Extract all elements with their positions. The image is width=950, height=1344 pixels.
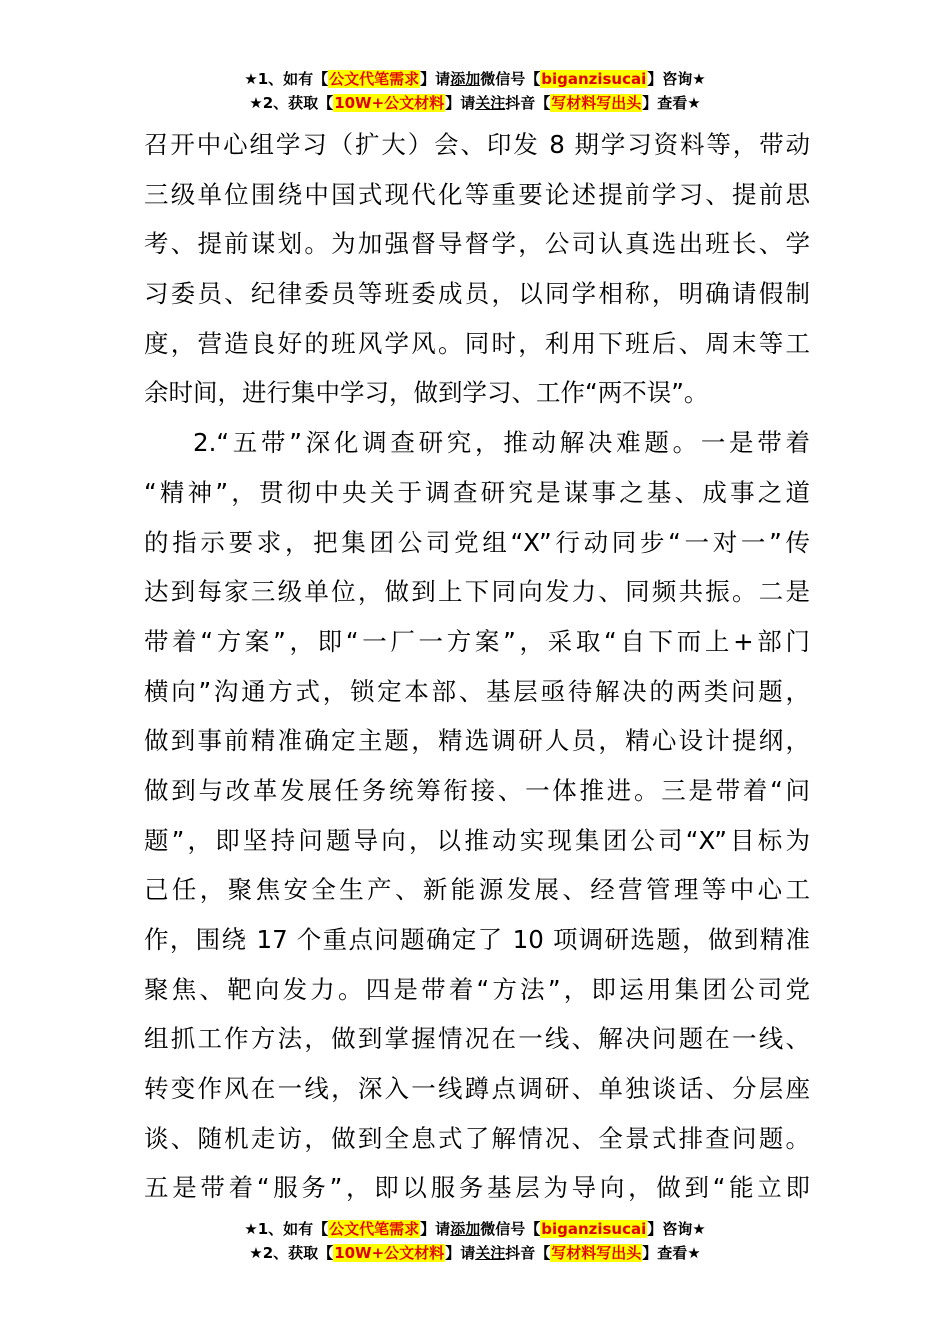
body-line: 作，围绕 17 个重点问题确定了 10 项调研选题，做到精准 [144,925,810,954]
banner-line-1 [0,68,950,92]
body-line: 考、提前谋划。为加强督导督学，公司认真选出班长、学 [144,229,810,259]
banner-text: 抖音【 [505,1244,551,1262]
banner-highlight: biganzisucai [541,1220,647,1238]
banner-highlight: 写材料写出头 [551,94,642,112]
banner-emphasis: 添加 [450,70,481,88]
banner-text: 】咨询★ [647,1220,706,1238]
banner-emphasis: 关注 [475,94,506,112]
banner-text: ★1、如有【 [244,1220,329,1238]
body-line: 召开中心组学习（扩大）会、印发 8 期学习资料等，带动 [144,130,810,159]
footer-banner [0,1218,950,1266]
banner-text: 】请 [420,1220,451,1238]
banner-emphasis: 关注 [475,1244,506,1262]
banner-highlight: 写材料写出头 [551,1244,642,1262]
body-line: 度，营造良好的班风学风。同时，利用下班后、周末等工 [144,328,810,358]
body-line: 题”，即坚持问题导向，以推动实现集团公司“X”目标为 [144,825,810,855]
banner-emphasis: 添加 [450,1220,481,1238]
banner-text: ★1、如有【 [244,70,329,88]
banner-text: ★2、获取【 [249,1244,334,1262]
banner-text: 】请 [445,1244,476,1262]
body-line: 达到每家三级单位，做到上下同向发力、同频共振。二是 [144,577,810,607]
banner-text: 】请 [445,94,476,112]
body-line: 三级单位围绕中国式现代化等重要论述提前学习、提前思 [144,179,810,209]
body-line: 习委员、纪律委员等班委成员，以同学相称，明确请假制 [144,279,810,309]
body-line: 组抓工作方法，做到掌握情况在一线、解决问题在一线、 [144,1024,810,1054]
body-line: 转变作风在一线，深入一线蹲点调研、单独谈话、分层座 [144,1074,810,1104]
banner-text: ★2、获取【 [249,94,334,112]
body-line: 带着“方案”，即“一厂一方案”，采取“自下而上+部门 [144,626,810,656]
banner-line-1 [0,1218,950,1242]
body-line: 横向”沟通方式，锁定本部、基层亟待解决的两类问题， [144,676,810,706]
banner-text: 】查看★ [642,1244,701,1262]
banner-text: 微信号【 [480,70,541,88]
banner-text: 微信号【 [480,1220,541,1238]
banner-text: 】请 [420,70,451,88]
body-line: 做到与改革发展任务统筹衔接、一体推进。三是带着“问 [144,775,810,805]
banner-text: 】查看★ [642,94,701,112]
body-line: 五是带着“服务”，即以服务基层为导向，做到“能立即 [144,1173,810,1203]
banner-line-2 [0,92,950,116]
banner-highlight: biganzisucai [541,70,647,88]
body-line: “精神”，贯彻中央关于调查研究是谋事之基、成事之道 [144,477,810,507]
body-line: 的指示要求，把集团公司党组“X”行动同步“一对一”传 [144,527,810,557]
banner-highlight: 公文代笔需求 [329,1220,420,1238]
body-line: 做到事前精准确定主题，精选调研人员，精心设计提纲， [144,726,810,756]
banner-text: 抖音【 [505,94,551,112]
banner-line-2 [0,1242,950,1266]
document-body [144,120,810,1213]
banner-text: 】咨询★ [647,70,706,88]
body-line: 谈、随机走访，做到全息式了解情况、全景式排查问题。 [144,1123,810,1153]
body-line: 2.“五带”深化调查研究，推动解决难题。一是带着 [193,428,810,458]
banner-highlight: 公文代笔需求 [329,70,420,88]
banner-highlight: 10W+公文材料 [334,94,445,112]
body-line: 聚焦、靶向发力。四是带着“方法”，即运用集团公司党 [144,974,810,1004]
body-line: 己任，聚焦安全生产、新能源发展、经营管理等中心工 [144,875,810,905]
body-line: 余时间，进行集中学习，做到学习、工作“两不误”。 [144,378,709,408]
banner-highlight: 10W+公文材料 [334,1244,445,1262]
header-banner [0,68,950,116]
